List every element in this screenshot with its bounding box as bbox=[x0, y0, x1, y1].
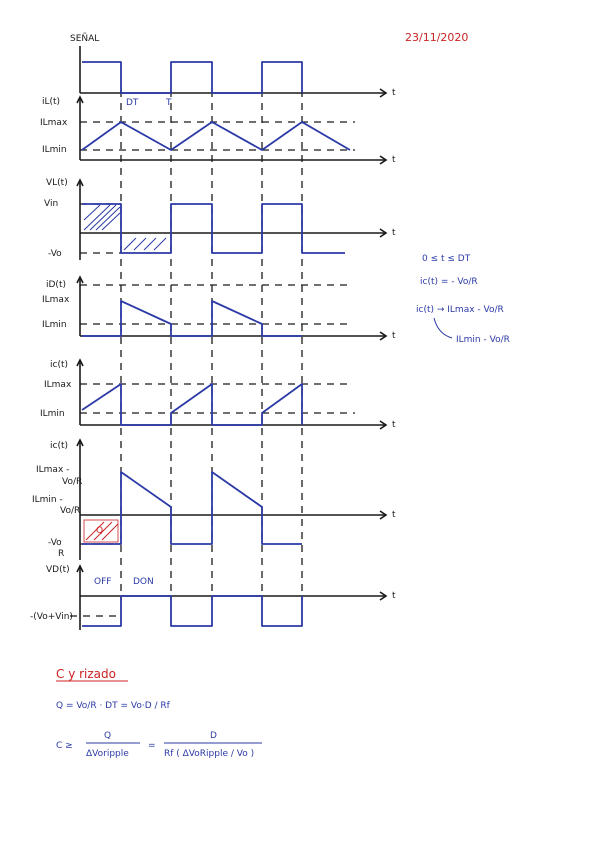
il-T-label: T bbox=[166, 98, 172, 108]
ic2-mid-label-a: ILmin - bbox=[32, 495, 63, 505]
vd-on-label: DON bbox=[133, 577, 154, 587]
vd-low-label: -(Vo+Vin) bbox=[30, 612, 73, 622]
ic2-plot bbox=[32, 440, 396, 560]
footer-eq2-frac2-den: Rf ( ΔVoRipple / Vo ) bbox=[164, 749, 255, 759]
id-t-label: t bbox=[392, 331, 396, 341]
id-plot bbox=[42, 277, 396, 341]
ic2-upper-label-b: Vo/R bbox=[62, 477, 83, 487]
note-arrow-1: ic(t) → ILmax - Vo/R bbox=[416, 305, 504, 315]
id-waveform bbox=[82, 301, 302, 336]
il-imin-label: ILmin bbox=[42, 145, 67, 155]
id-imin-label: ILmin bbox=[42, 320, 67, 330]
vd-t-label: t bbox=[392, 591, 396, 601]
vl-title: VL(t) bbox=[46, 178, 68, 188]
vl-waveform bbox=[82, 204, 345, 253]
footer-heading: C y rizado bbox=[56, 667, 116, 681]
ic1-imin-label: ILmin bbox=[40, 409, 65, 419]
footer-eq1: Q = Vo/R · DT = Vo·D / Rf bbox=[56, 701, 170, 711]
ic2-lower-label-b: R bbox=[58, 549, 65, 559]
ic2-title: ic(t) bbox=[50, 441, 68, 451]
side-notes bbox=[416, 254, 510, 345]
il-plot bbox=[40, 97, 396, 165]
ic2-mid-label-b: Vo/R bbox=[60, 506, 81, 516]
ic1-imax-label: ILmax bbox=[44, 380, 72, 390]
ic1-title: ic(t) bbox=[50, 360, 68, 370]
footer-eq2-frac2-num: D bbox=[210, 731, 217, 741]
footer-eq2-eq: = bbox=[148, 741, 156, 751]
footer-formulas bbox=[56, 667, 262, 759]
signal-waveform bbox=[82, 62, 302, 93]
vl-hatch-negative bbox=[124, 238, 166, 250]
il-title: iL(t) bbox=[42, 97, 61, 107]
ic2-lower-label-a: -Vo bbox=[48, 538, 62, 548]
ic2-waveform bbox=[82, 472, 302, 544]
note-arrow-2: ILmin - Vo/R bbox=[456, 335, 510, 345]
vd-plot bbox=[30, 565, 396, 630]
note-arrow-icon bbox=[434, 318, 452, 338]
signal-label: SEÑAL bbox=[70, 34, 100, 44]
footer-eq2-frac1-num: Q bbox=[104, 731, 112, 741]
vl-vin-label: Vin bbox=[44, 199, 59, 209]
vl-hatch-positive bbox=[84, 205, 120, 230]
ic2-t-label: t bbox=[392, 510, 396, 520]
vl-minus-vo-label: -Vo bbox=[48, 249, 62, 259]
vl-t-label: t bbox=[392, 228, 396, 238]
vl-plot bbox=[44, 178, 396, 260]
il-dt-label: DT bbox=[126, 98, 139, 108]
vd-title: VD(t) bbox=[46, 565, 70, 575]
vd-waveform bbox=[82, 596, 302, 626]
ic1-waveform bbox=[82, 384, 302, 425]
id-title: iD(t) bbox=[46, 280, 66, 290]
date-label: 23/11/2020 bbox=[405, 31, 469, 44]
id-imax-label: ILmax bbox=[42, 295, 70, 305]
signal-plot bbox=[80, 46, 396, 98]
ic2-q-label: Q bbox=[96, 526, 104, 536]
footer-eq2-lhs: C ≥ bbox=[56, 741, 73, 751]
ic1-plot bbox=[40, 360, 396, 430]
ic2-upper-label-a: ILmax - bbox=[36, 465, 70, 475]
note-ic-eq: ic(t) = - Vo/R bbox=[420, 277, 478, 287]
il-imax-label: ILmax bbox=[40, 118, 68, 128]
ic1-t-label: t bbox=[392, 420, 396, 430]
vd-off-label: OFF bbox=[94, 577, 112, 587]
signal-t-label: t bbox=[392, 88, 396, 98]
il-waveform bbox=[82, 122, 350, 150]
footer-eq2-frac1-den: ΔVoripple bbox=[86, 749, 129, 759]
note-range: 0 ≤ t ≤ DT bbox=[422, 254, 471, 264]
il-t-label: t bbox=[392, 155, 396, 165]
